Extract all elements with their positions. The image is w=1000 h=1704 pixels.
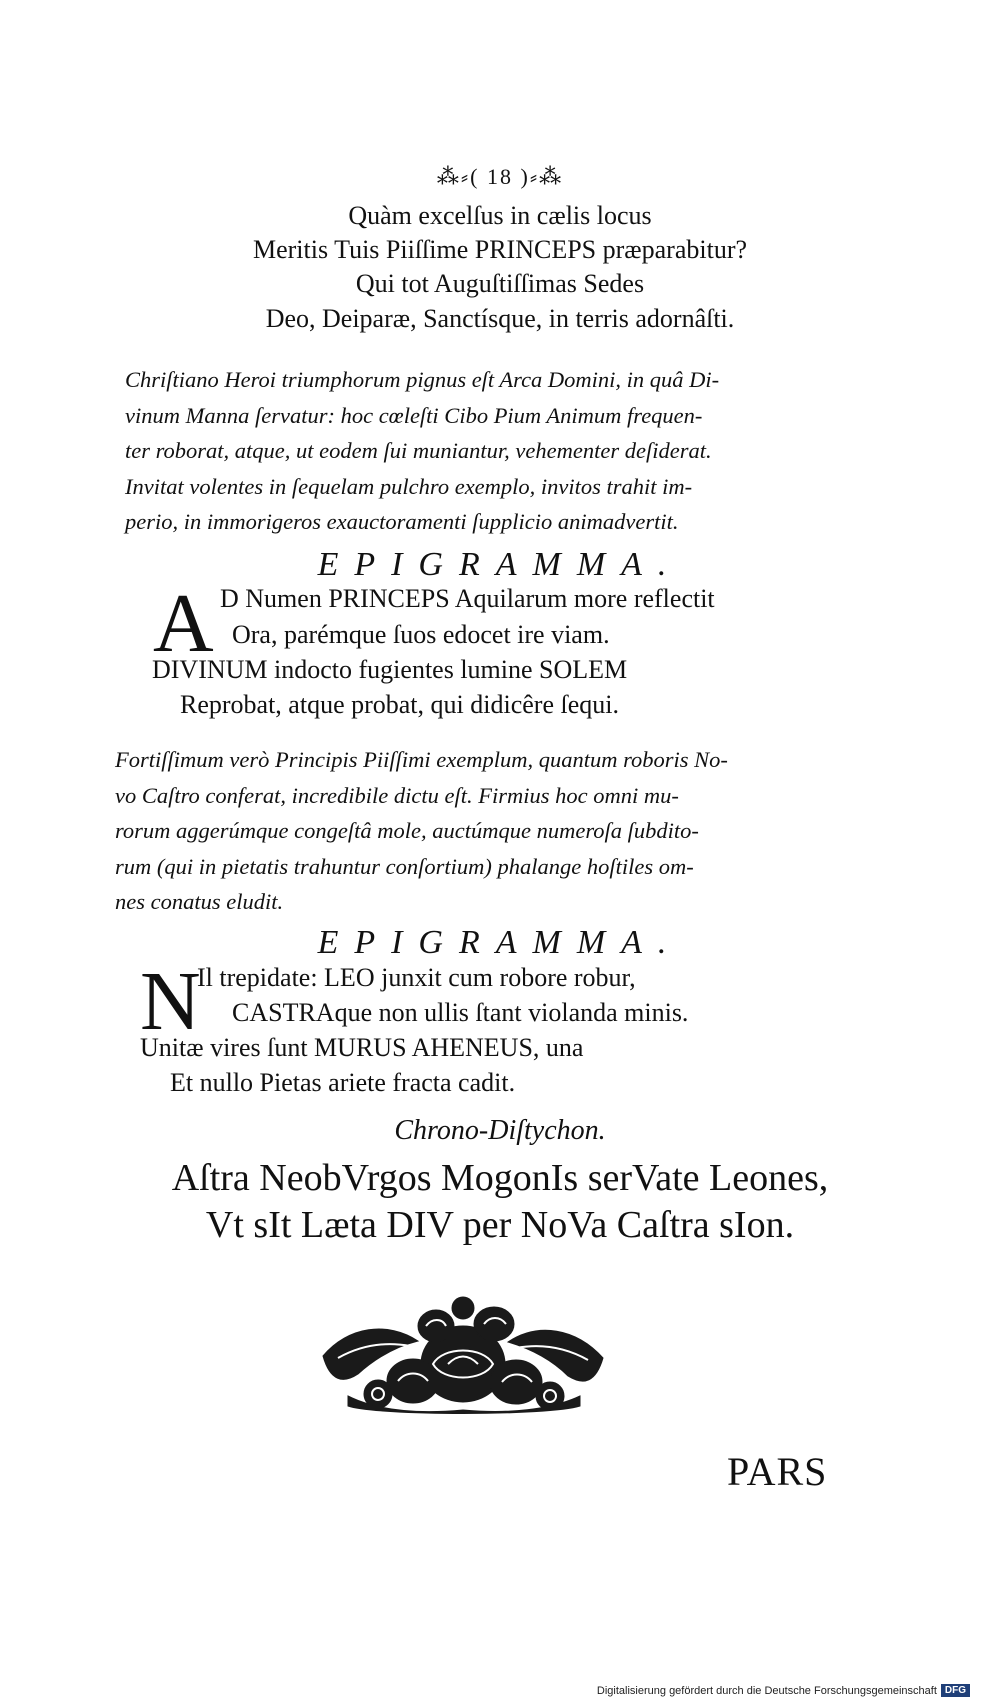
epigram-line: CASTRAque non ullis ſtant violanda minis. [232,998,689,1027]
epigram-line: DIVINUM indocto fugientes lumine SOLEM [152,655,628,684]
stanza-line: Qui tot Auguſtiſſimas Sedes [355,269,645,298]
epigram-line: Reprobat, atque probat, qui didicêre ſequi. [180,690,619,719]
prose-line: nes conatus eludit. [115,889,284,914]
prose-line: rum (qui in pietatis trahuntur conſortium) phalange hoſtiles om- [115,853,694,879]
stanza-line: Meritis Tuis Piiſſime PRINCEPS præparabitur? [252,235,748,264]
drop-cap: A [153,577,214,670]
epigram-line: Et nullo Pietas ariete fracta cadit. [170,1068,516,1097]
prose-line: vinum Manna ſervatur: hoc cœleſti Cibo Pium Animum frequen- [125,402,703,428]
prose-line: Fortiſſimum verò Principis Piiſſimi exemplum, quantum roboris No- [115,747,728,772]
prose-paragraph [125,362,855,540]
epigram-line: D Numen PRINCEPS Aquilarum more reflectit [220,584,715,613]
dfg-logo: DFG [941,1684,970,1697]
digitization-footer [597,1684,970,1697]
page-header [0,164,1000,190]
stanza-line: Deo, Deiparæ, Sanctísque, in terris adornâſti. [265,304,735,333]
prose-line: ter roborat, atque, ut eodem ſui muniantur, vehementer deſiderat. [125,438,712,463]
stanza-line: Quàm excelſus in cælis locus [348,201,652,230]
epigram-line: Il trepidate: LEO junxit cum robore robur, [197,963,636,992]
prose-paragraph [115,742,855,920]
page-number: 18 [487,164,513,189]
prose-line: Invitat volentes in ſequelam pulchro exemplo, invitos trahit im- [125,473,693,499]
header-ornament-right-icon: )⸗⁂ [520,164,564,189]
chronodistichon-line: Vt sIt Læta DIV per NoVa Caſtra sIon. [205,1204,795,1246]
catchword: PARS [727,1449,828,1494]
epigram-line: Ora, parémque ſuos edocet ire viam. [232,620,610,649]
chronodistichon-title: Chrono-Diſtychon. [394,1115,606,1146]
prose-line: Chriſtiano Heroi triumphorum pignus eſt Arca Domini, in quâ Di- [125,367,720,392]
prose-line: rorum aggerúmque congeſtâ mole, auctúmque numeroſa ſubdito- [115,818,699,843]
prose-line: vo Caſtro conferat, incredibile dictu eſt. Firmius hoc omni mu- [115,782,679,808]
epigram-line: Unitæ vires ſunt MURUS AHENEUS, una [140,1033,584,1062]
header-ornament-left-icon: ⁂⸗( [436,164,480,189]
drop-cap: N [140,955,201,1048]
floral-fruit-ornament-icon [318,1286,608,1416]
chronodistichon-line: Aſtra NeobVrgos MogonIs serVate Leones, [171,1157,829,1199]
footer-text: Digitalisierung gefördert durch die Deutsche Forschungsgemeinschaft [596,1684,937,1697]
prose-line: perio, in immorigeros exauctoramenti ſupplicio animadvertit. [125,509,679,534]
epigram-title: EPIGRAMMA. [317,546,683,583]
epigram-title: EPIGRAMMA. [317,924,683,961]
